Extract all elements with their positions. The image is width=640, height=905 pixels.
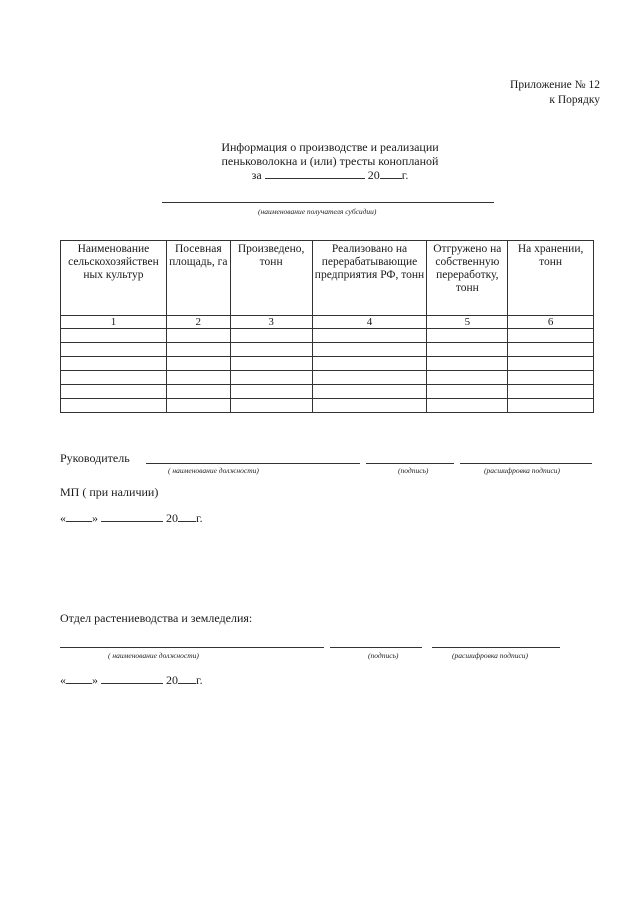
header-stored: На хранении, тонн bbox=[508, 241, 594, 316]
head-decoding-line[interactable] bbox=[460, 463, 592, 464]
department-position-caption: ( наименование должности) bbox=[108, 651, 199, 660]
table-cell[interactable] bbox=[427, 343, 508, 357]
table-cell[interactable] bbox=[312, 371, 427, 385]
table-cell[interactable] bbox=[61, 399, 167, 413]
period-blank[interactable] bbox=[265, 178, 365, 179]
header-shipped: Отгружено на собственную переработку, тонн bbox=[427, 241, 508, 316]
table-cell[interactable] bbox=[508, 357, 594, 371]
department-position-line[interactable] bbox=[60, 647, 324, 648]
production-table bbox=[60, 240, 594, 413]
date-quote-open: « bbox=[60, 673, 66, 687]
date-quote-close: » bbox=[92, 673, 98, 687]
table-row bbox=[61, 343, 594, 357]
date-year-blank[interactable] bbox=[178, 683, 196, 684]
head-position-line[interactable] bbox=[146, 463, 360, 464]
header-sold: Реализовано на перерабатывающие предприятия РФ, тонн bbox=[312, 241, 427, 316]
table-cell[interactable] bbox=[230, 357, 312, 371]
head-decoding-caption: (расшифровка подписи) bbox=[484, 466, 561, 475]
head-label: Руководитель bbox=[60, 451, 130, 465]
table-cell[interactable] bbox=[166, 385, 230, 399]
appendix-reference bbox=[510, 78, 600, 108]
column-number: 1 bbox=[61, 316, 167, 329]
table-cell[interactable] bbox=[508, 371, 594, 385]
table-cell[interactable] bbox=[166, 343, 230, 357]
date-day-blank[interactable] bbox=[66, 683, 92, 684]
date-month-blank[interactable] bbox=[101, 521, 163, 522]
header-area: Посевная площадь, га bbox=[166, 241, 230, 316]
table-cell[interactable] bbox=[312, 385, 427, 399]
date-day-blank[interactable] bbox=[66, 521, 92, 522]
table-row bbox=[61, 371, 594, 385]
table-cell[interactable] bbox=[230, 385, 312, 399]
period-prefix: за bbox=[251, 168, 262, 182]
table-cell[interactable] bbox=[427, 329, 508, 343]
table-header-row bbox=[61, 241, 594, 316]
head-position-caption: ( наименование должности) bbox=[168, 466, 259, 475]
appendix-number: Приложение № 12 bbox=[510, 79, 600, 91]
table-cell[interactable] bbox=[508, 385, 594, 399]
table-cell[interactable] bbox=[230, 329, 312, 343]
table-cell[interactable] bbox=[166, 357, 230, 371]
date-year: 20 bbox=[166, 511, 178, 525]
title-line-2: пеньковолокна и (или) тресты конопланой bbox=[221, 154, 439, 168]
table-cell[interactable] bbox=[61, 385, 167, 399]
column-number: 3 bbox=[230, 316, 312, 329]
column-number: 2 bbox=[166, 316, 230, 329]
period-suffix: г. bbox=[401, 168, 409, 182]
table-cell[interactable] bbox=[61, 371, 167, 385]
table-cell[interactable] bbox=[427, 385, 508, 399]
period-year: 20 bbox=[367, 168, 380, 182]
table-cell[interactable] bbox=[312, 343, 427, 357]
department-decoding-caption: (расшифровка подписи) bbox=[452, 651, 529, 660]
table-cell[interactable] bbox=[508, 329, 594, 343]
column-number-row bbox=[61, 316, 594, 329]
table-cell[interactable] bbox=[508, 343, 594, 357]
table-cell[interactable] bbox=[427, 357, 508, 371]
column-number: 5 bbox=[427, 316, 508, 329]
date-quote-close: » bbox=[92, 511, 98, 525]
title-line-1: Информация о производстве и реализации bbox=[221, 140, 439, 154]
header-crop: Наименование сельскохозяйствен ных культур bbox=[61, 241, 167, 316]
recipient-line[interactable] bbox=[162, 202, 494, 203]
appendix-order: к Порядку bbox=[549, 94, 600, 106]
stamp-label: МП ( при наличии) bbox=[60, 485, 159, 499]
table-row bbox=[61, 329, 594, 343]
department-date bbox=[60, 673, 203, 688]
table-row bbox=[61, 399, 594, 413]
table-cell[interactable] bbox=[312, 399, 427, 413]
column-number: 4 bbox=[312, 316, 427, 329]
department-decoding-line[interactable] bbox=[432, 647, 560, 648]
table-cell[interactable] bbox=[427, 371, 508, 385]
date-suffix: г. bbox=[196, 673, 203, 687]
date-quote-open: « bbox=[60, 511, 66, 525]
table-cell[interactable] bbox=[230, 371, 312, 385]
date-month-blank[interactable] bbox=[101, 683, 163, 684]
department-label: Отдел растениеводства и земледелия: bbox=[60, 611, 253, 625]
date-year: 20 bbox=[166, 673, 178, 687]
date-suffix: г. bbox=[196, 511, 203, 525]
column-number: 6 bbox=[508, 316, 594, 329]
recipient-caption: (наименование получателя субсидии) bbox=[258, 207, 377, 216]
head-signature-caption: (подпись) bbox=[398, 466, 429, 475]
table-cell[interactable] bbox=[61, 329, 167, 343]
table-cell[interactable] bbox=[230, 343, 312, 357]
period-year-blank[interactable] bbox=[380, 178, 402, 179]
head-date bbox=[60, 511, 203, 526]
table-cell[interactable] bbox=[61, 343, 167, 357]
department-signature-line[interactable] bbox=[330, 647, 422, 648]
table-cell[interactable] bbox=[508, 399, 594, 413]
head-signature-line[interactable] bbox=[366, 463, 454, 464]
header-produced: Произведено, тонн bbox=[230, 241, 312, 316]
date-year-blank[interactable] bbox=[178, 521, 196, 522]
title-line-3 bbox=[180, 168, 480, 182]
table-cell[interactable] bbox=[427, 399, 508, 413]
table-cell[interactable] bbox=[312, 329, 427, 343]
table-cell[interactable] bbox=[61, 357, 167, 371]
department-signature-caption: (подпись) bbox=[368, 651, 399, 660]
table-row bbox=[61, 385, 594, 399]
document-title bbox=[180, 140, 480, 182]
table-row bbox=[61, 357, 594, 371]
table-cell[interactable] bbox=[230, 399, 312, 413]
table-cell[interactable] bbox=[166, 371, 230, 385]
table-cell[interactable] bbox=[166, 329, 230, 343]
table-cell[interactable] bbox=[166, 399, 230, 413]
table-cell[interactable] bbox=[312, 357, 427, 371]
